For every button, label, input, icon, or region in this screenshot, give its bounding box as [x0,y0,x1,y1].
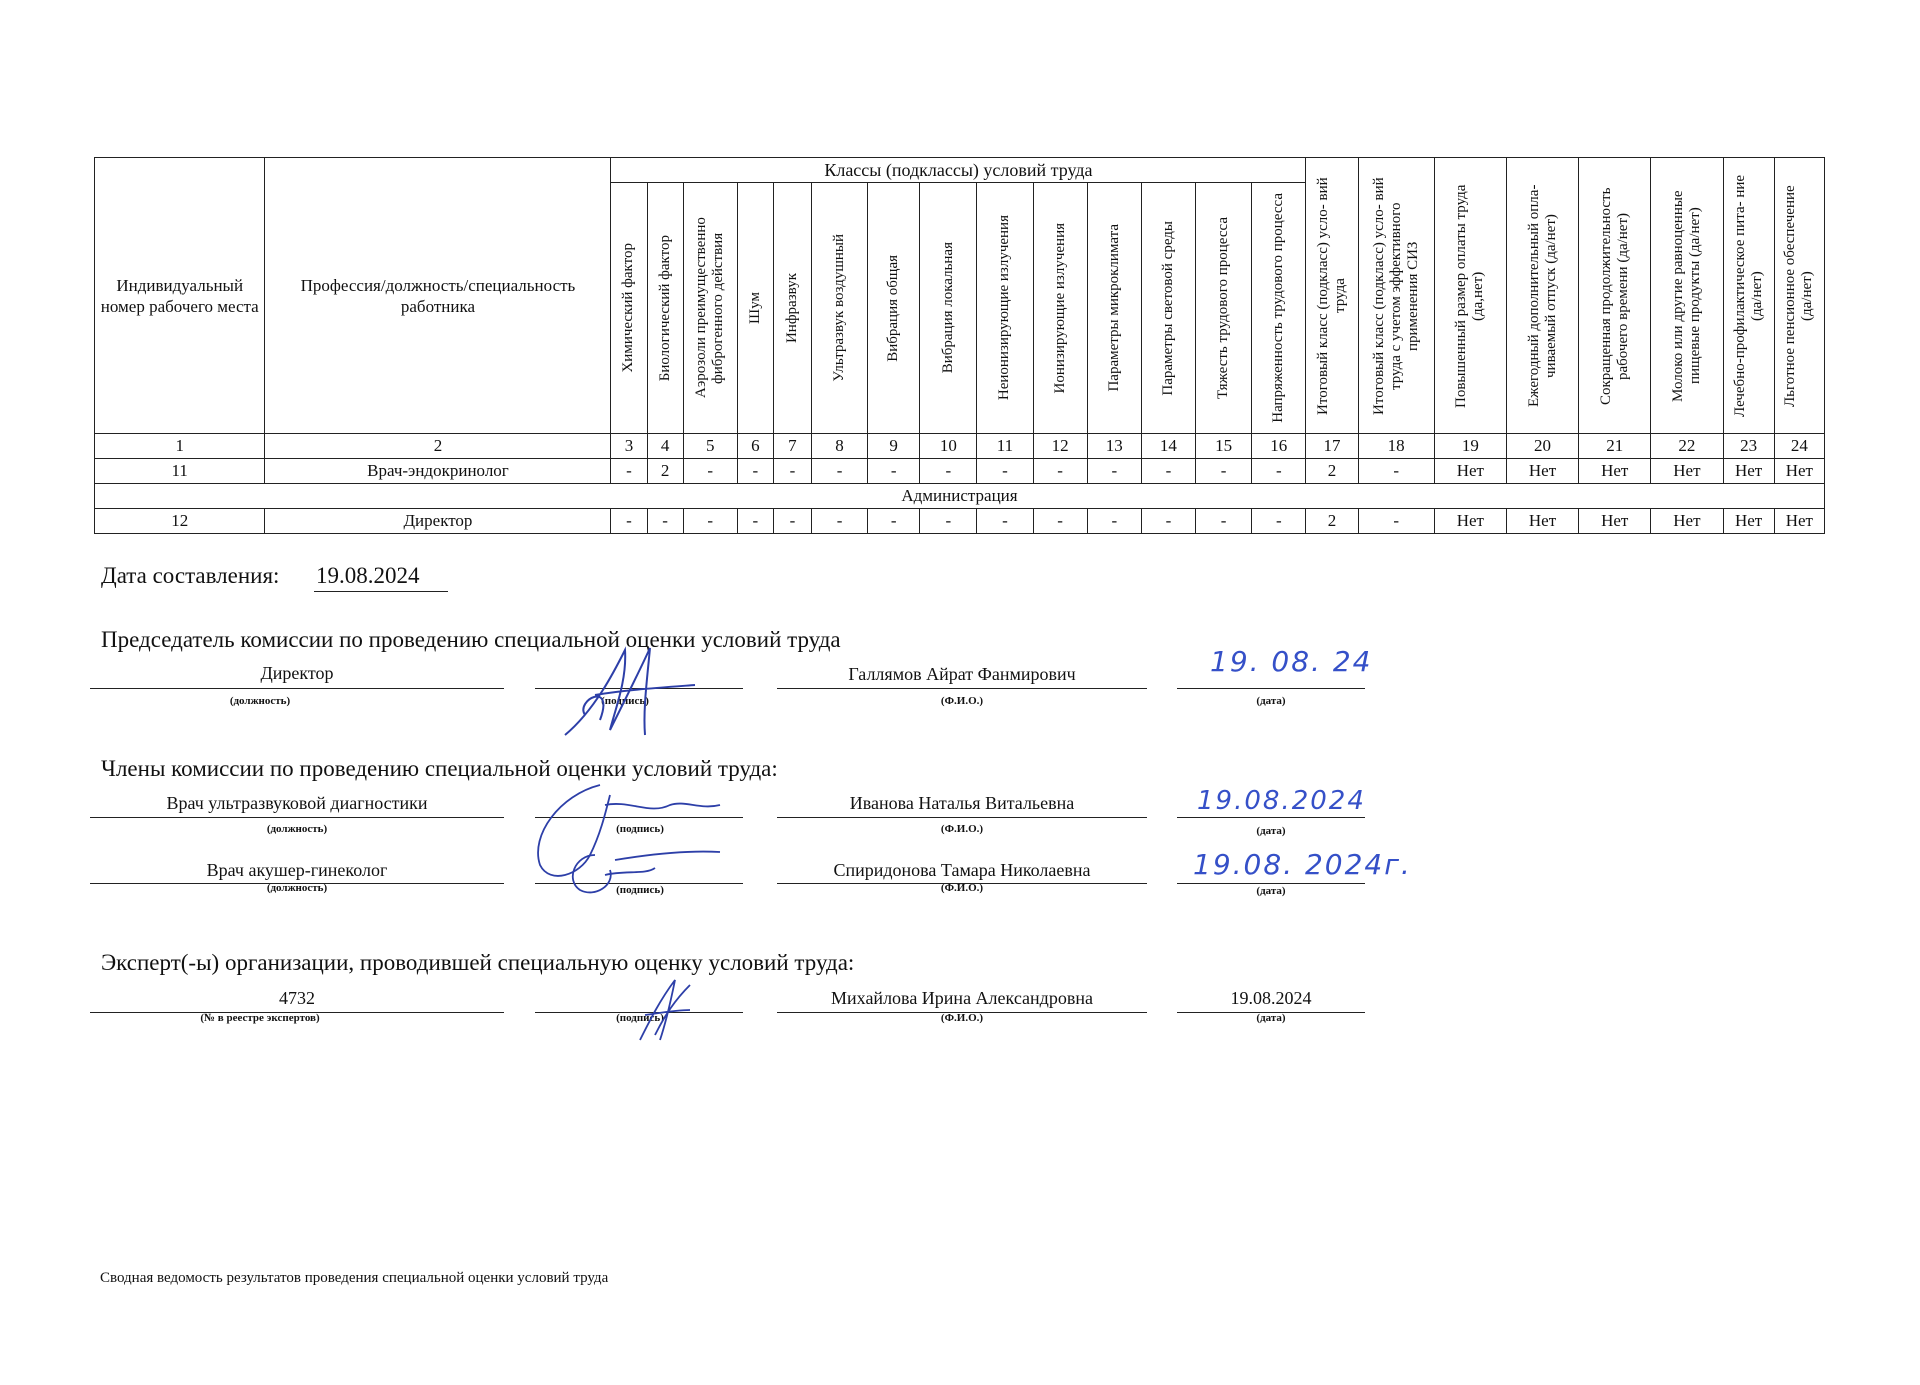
member1-date-handwritten: 19.08.2024 [1197,786,1366,816]
header-final-class-siz: Итоговый класс (подкласс) усло- вий труда с учетом эффективного применения СИЗ [1358,158,1434,434]
table-row [95,459,1825,484]
member1-position-line [90,817,504,818]
expert-registry-number: 4732 [279,988,315,1008]
member2-signature-caption: (подпись) [616,884,664,896]
table-cell-22: Нет [1651,459,1723,484]
header-classes-group: Классы (подклассы) условий труда [611,158,1306,183]
expert-registry-caption: (№ в реестре экспертов) [200,1012,320,1024]
table-cell-9: - [868,459,920,484]
header-factor-intensity: Напряженность трудового процесса [1252,183,1306,434]
table-cell-14: - [1141,509,1195,534]
table-cell-19: Нет [1434,509,1506,534]
column-number-3: 3 [611,434,647,459]
table-cell-16: - [1252,509,1306,534]
table-cell-23: Нет [1723,509,1774,534]
table-cell-7: - [773,509,811,534]
table-cell-19: Нет [1434,459,1506,484]
table-cell-5: - [683,509,737,534]
table-cell-20: Нет [1506,459,1578,484]
header-profession: Профессия/должность/специальность работника [265,158,611,434]
table-cell-23: Нет [1723,459,1774,484]
table-row [95,509,1825,534]
member2-date-line [1177,883,1365,884]
column-number-8: 8 [811,434,867,459]
member2-name-caption: (Ф.И.О.) [940,882,984,894]
table-cell-18: - [1358,509,1434,534]
header-factor-infrasound: Инфразвук [773,183,811,434]
header-factor-nonionizing: Неионизирующие излучения [977,183,1033,434]
member2-position: Врач акушер-гинеколог [206,860,388,880]
chairman-name-caption: (Ф.И.О.) [940,695,984,707]
header-milk: Молоко или другие равноценные пищевые продукты (да/нет) [1651,158,1723,434]
header-reduced-hours: Сокращенная продолжительность рабочего времени (да/нет) [1579,158,1651,434]
header-factor-ultrasound: Ультразвук воздушный [811,183,867,434]
header-factor-chemical: Химический фактор [611,183,647,434]
header-factor-vibration-general: Вибрация общая [868,183,920,434]
chairman-name-line [777,688,1147,689]
table-cell-21: Нет [1579,509,1651,534]
column-number-11: 11 [977,434,1033,459]
table-cell-3: - [611,509,647,534]
date-underline [314,591,448,592]
header-factor-noise: Шум [737,183,773,434]
column-number-12: 12 [1033,434,1087,459]
member1-signature-caption: (подпись) [616,823,664,835]
header-factor-vibration-local: Вибрация локальная [920,183,977,434]
member1-position: Врач ультразвуковой диагностики [166,793,428,813]
chairman-date-line [1177,688,1365,689]
table-cell-12: - [1033,459,1087,484]
chairman-position: Директор [260,663,334,683]
header-extra-leave: Ежегодный дополнительный опла- чиваемый отпуск (да/нет) [1506,158,1578,434]
table-cell-11: - [977,509,1033,534]
table-cell-4: 2 [647,459,683,484]
header-workplace-number: Индивидуальный номер рабочего места [95,158,265,434]
table-cell-22: Нет [1651,509,1723,534]
chairman-signature-caption: (подпись) [601,695,649,707]
column-number-5: 5 [683,434,737,459]
column-number-6: 6 [737,434,773,459]
table-cell-9: - [868,509,920,534]
table-cell-1: 11 [95,459,265,484]
header-factor-aerosols: Аэрозоли преимущественно фиброгенного действия [683,183,737,434]
table-cell-1: 12 [95,509,265,534]
column-number-2: 2 [265,434,611,459]
header-factor-ionizing: Ионизирующие излучения [1033,183,1087,434]
column-number-16: 16 [1252,434,1306,459]
chairman-position-line [90,688,504,689]
member1-name-line [777,817,1147,818]
column-number-13: 13 [1087,434,1141,459]
table-cell-24: Нет [1774,459,1824,484]
member2-name: Спиридонова Тамара Николаевна [833,860,1091,880]
column-number-17: 17 [1306,434,1358,459]
table-cell-12: - [1033,509,1087,534]
chairman-date-caption: (дата) [1256,695,1286,707]
column-number-21: 21 [1579,434,1651,459]
member2-position-caption: (должность) [266,882,328,894]
expert-heading: Эксперт(-ы) организации, проводившей специальную оценку условий труда: [101,950,855,975]
chairman-heading: Председатель комиссии по проведению специальной оценки условий труда [101,627,841,652]
table-cell-3: - [611,459,647,484]
chairman-name: Галлямов Айрат Фанмирович [848,664,1076,684]
member1-date-caption: (дата) [1256,825,1286,837]
table-cell-20: Нет [1506,509,1578,534]
member2-date-caption: (дата) [1256,885,1286,897]
member2-date-handwritten: 19.08. 2024г. [1193,848,1412,881]
footer-title: Сводная ведомость результатов проведения специальной оценки условий труда [100,1270,609,1286]
column-number-row [95,434,1825,459]
table-cell-6: - [737,509,773,534]
table-cell-10: - [920,459,977,484]
date-compiled-value: 19.08.2024 [316,563,420,588]
column-number-19: 19 [1434,434,1506,459]
member1-position-caption: (должность) [266,823,328,835]
header-factor-severity: Тяжесть трудового процесса [1195,183,1251,434]
table-cell-5: - [683,459,737,484]
table-cell-21: Нет [1579,459,1651,484]
table-cell-18: - [1358,459,1434,484]
header-pension: Льготное пенсионное обеспечение (да/нет) [1774,158,1824,434]
table-cell-11: - [977,459,1033,484]
header-factor-lighting: Параметры световой среды [1141,183,1195,434]
table-cell-6: - [737,459,773,484]
table-cell-16: - [1252,459,1306,484]
header-factor-biological: Биологический фактор [647,183,683,434]
header-final-class: Итоговый класс (подкласс) усло- вий труда [1306,158,1358,434]
header-increased-pay: Повышенный размер оплаты труда (да,нет) [1434,158,1506,434]
header-therapeutic-food: Лечебно-профилактическое пита- ние (да/нет) [1723,158,1774,434]
column-number-23: 23 [1723,434,1774,459]
table-cell-4: - [647,509,683,534]
column-number-20: 20 [1506,434,1578,459]
column-number-4: 4 [647,434,683,459]
table-cell-15: - [1195,459,1251,484]
table-cell-13: - [1087,509,1141,534]
table-cell-10: - [920,509,977,534]
chairman-date-handwritten: 19. 08. 24 [1210,645,1373,678]
table-cell-8: - [811,459,867,484]
table-cell-24: Нет [1774,509,1824,534]
expert-date-caption: (дата) [1256,1012,1286,1024]
date-compiled-label: Дата составления: [101,563,280,588]
table-cell-13: - [1087,459,1141,484]
column-number-18: 18 [1358,434,1434,459]
expert-name-caption: (Ф.И.О.) [940,1012,984,1024]
table-cell-8: - [811,509,867,534]
table-cell-14: - [1141,459,1195,484]
expert-signature-image [630,975,700,1045]
table-cell-17: 2 [1306,459,1358,484]
chairman-signature-image [555,640,705,740]
expert-name: Михайлова Ирина Александровна [831,988,1093,1008]
column-number-22: 22 [1651,434,1723,459]
table-cell-2: Врач-эндокринолог [265,459,611,484]
table-cell-17: 2 [1306,509,1358,534]
column-number-15: 15 [1195,434,1251,459]
chairman-position-caption: (должность) [229,695,291,707]
table-cell-15: - [1195,509,1251,534]
header-factor-microclimate: Параметры микроклимата [1087,183,1141,434]
members-heading: Члены комиссии по проведению специальной оценки условий труда: [101,756,778,781]
expert-date: 19.08.2024 [1230,988,1312,1008]
results-table [94,157,1825,534]
member1-name-caption: (Ф.И.О.) [940,823,984,835]
member1-name: Иванова Наталья Витальевна [849,793,1075,813]
column-number-14: 14 [1141,434,1195,459]
column-number-9: 9 [868,434,920,459]
expert-signature-caption: (подпись) [616,1012,664,1024]
column-number-10: 10 [920,434,977,459]
section-title: Администрация [95,484,1825,509]
table-cell-7: - [773,459,811,484]
table-cell-2: Директор [265,509,611,534]
column-number-1: 1 [95,434,265,459]
member1-date-line [1177,817,1365,818]
member2-signature-image [555,840,725,900]
column-number-7: 7 [773,434,811,459]
column-number-24: 24 [1774,434,1824,459]
